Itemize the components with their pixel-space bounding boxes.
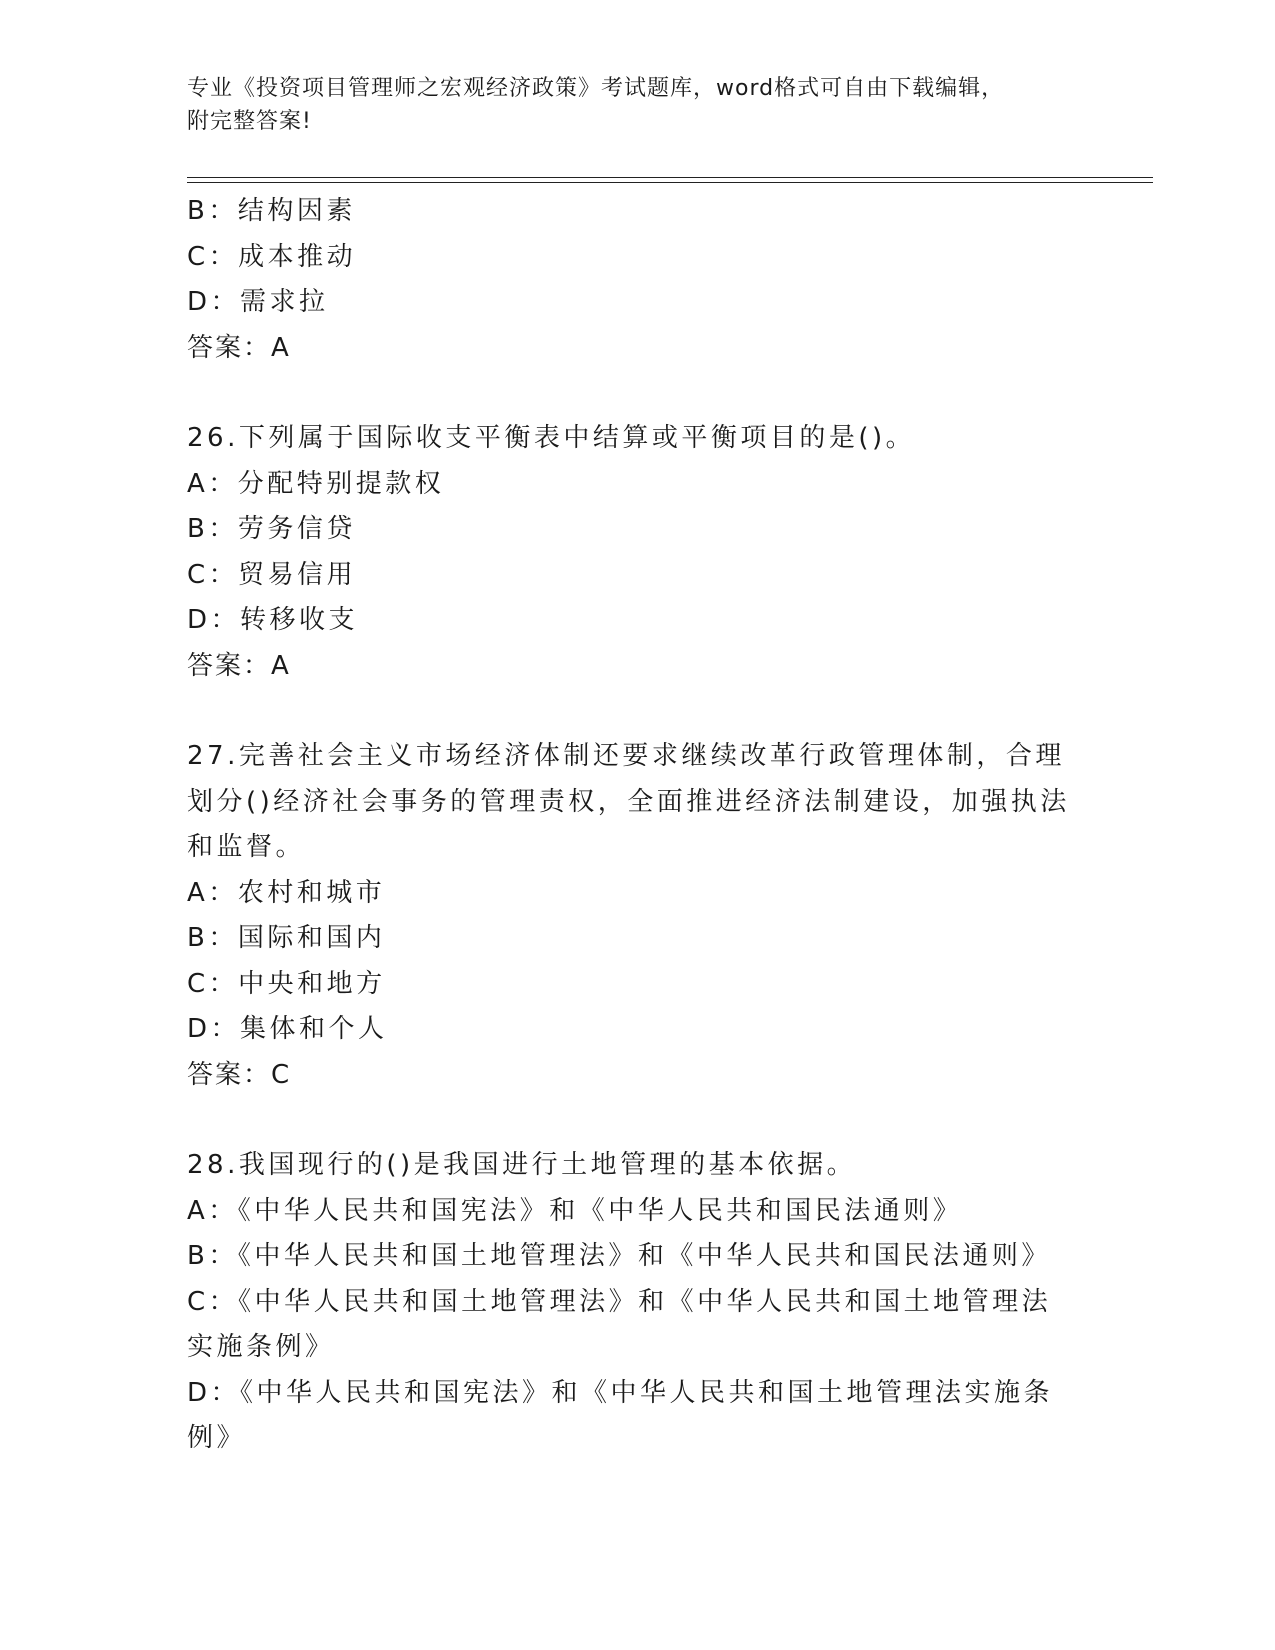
option-c: C：中央和地方 xyxy=(187,968,386,999)
question-26 xyxy=(187,416,1087,689)
option-d: D：需求拉 xyxy=(187,287,329,317)
option-a: A：《中华人民共和国宪法》和《中华人民共和国民法通则》 xyxy=(187,1195,963,1226)
option-b: B：《中华人民共和国土地管理法》和《中华人民共和国民法通则》 xyxy=(187,1241,1051,1271)
option-d: D：《中华人民共和国宪法》和《中华人民共和国土地管理法实施条例》 xyxy=(187,1377,1054,1453)
question-stem: 28.我国现行的()是我国进行土地管理的基本依据。 xyxy=(187,1150,857,1180)
question-25-continued xyxy=(187,189,1087,371)
question-list xyxy=(187,189,1087,1462)
option-a: A：农村和城市 xyxy=(187,877,386,908)
question-stem: 26.下列属于国际收支平衡表中结算或平衡项目的是()。 xyxy=(187,423,916,453)
header-line-2: 附完整答案! xyxy=(187,109,312,134)
document-header xyxy=(187,72,1067,138)
option-c: C：贸易信用 xyxy=(187,559,357,590)
header-line-1: 专业《投资项目管理师之宏观经济政策》考试题库，word格式可自由下载编辑， xyxy=(187,76,1005,101)
answer: 答案：A xyxy=(187,650,291,681)
answer: 答案：A xyxy=(187,332,291,363)
option-d: D：集体和个人 xyxy=(187,1014,388,1044)
question-28 xyxy=(187,1143,1087,1462)
question-stem: 27.完善社会主义市场经济体制还要求继续改革行政管理体制，合理划分()经济社会事务的管理责权，全面推进经济法制建设，加强执法和监督。 xyxy=(187,741,1070,862)
header-divider-top xyxy=(187,177,1153,178)
option-b: B：国际和国内 xyxy=(187,923,386,953)
answer: 答案：C xyxy=(187,1059,292,1090)
question-27 xyxy=(187,734,1087,1098)
option-c: C：《中华人民共和国土地管理法》和《中华人民共和国土地管理法实施条例》 xyxy=(187,1286,1052,1362)
option-c: C：成本推动 xyxy=(187,241,357,272)
option-b: B：结构因素 xyxy=(187,196,356,226)
spacer xyxy=(187,689,1087,734)
spacer xyxy=(187,371,1087,416)
option-b: B：劳务信贷 xyxy=(187,514,356,544)
spacer xyxy=(187,1098,1087,1143)
option-a: A：分配特别提款权 xyxy=(187,468,445,499)
header-divider-bottom xyxy=(187,182,1153,183)
option-d: D：转移收支 xyxy=(187,605,359,635)
